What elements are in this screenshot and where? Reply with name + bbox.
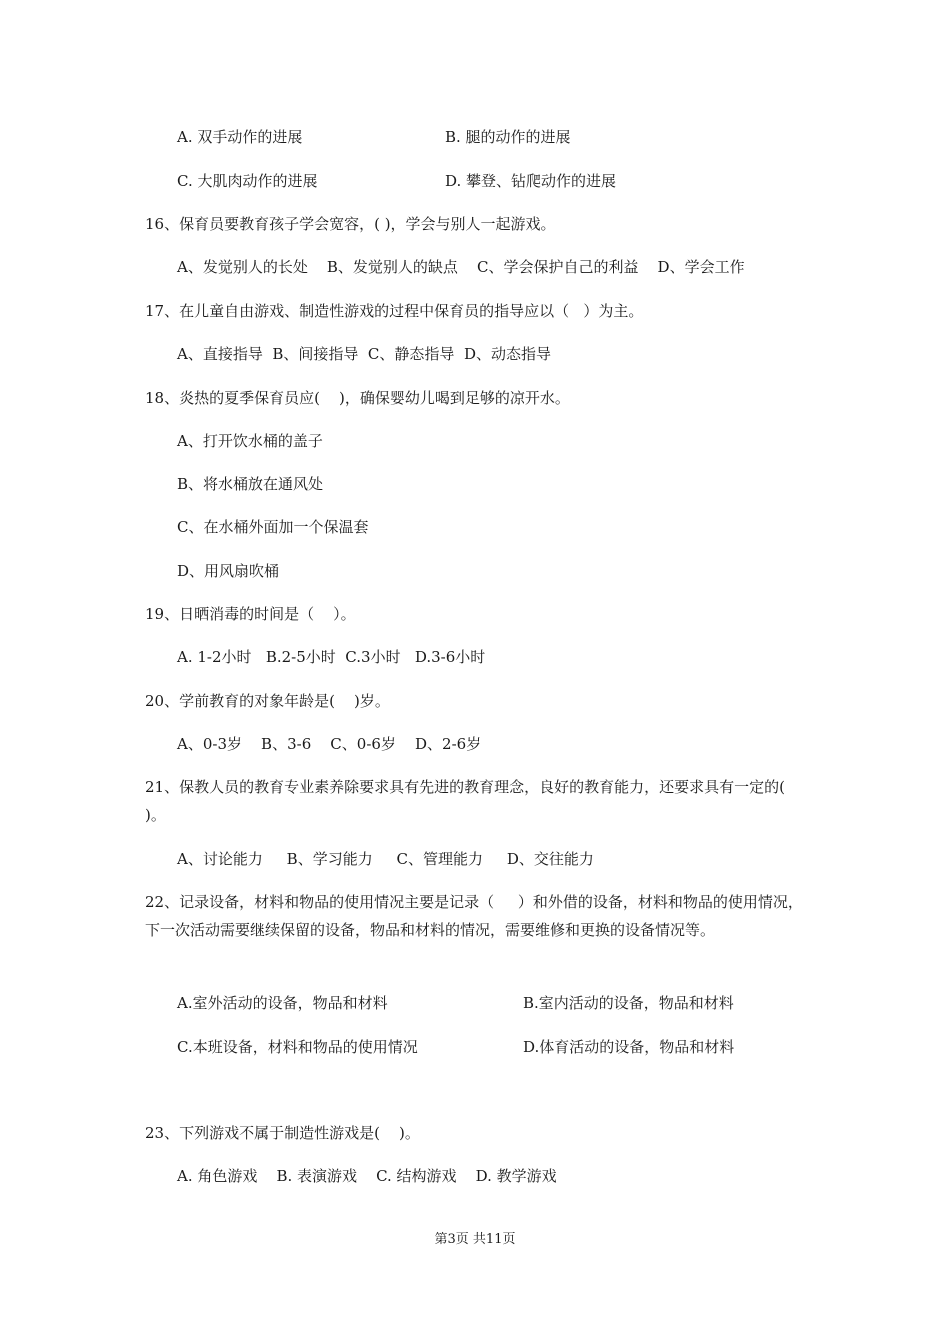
q18-option-b: B、将水桶放在通风处 [177, 475, 324, 493]
q18-option-d: D、用风扇吹桶 [177, 562, 280, 580]
question-23: 23、下列游戏不属于制造性游戏是( )。 [145, 1124, 420, 1142]
question-21: 21、保教人员的教育专业素养除要求具有先进的教育理念，良好的教育能力，还要求具有一定的( )。 [145, 778, 785, 824]
question-21-options: A、讨论能力 B、学习能力 C、管理能力 D、交往能力 [177, 850, 594, 868]
question-22: 22、记录设备，材料和物品的使用情况主要是记录（ ）和外借的设备，材料和物品的使用情况，下一次活动需要继续保留的设备，物品和材料的情况，需要维修和更换的设备情况等。 [145, 893, 803, 939]
question-19-options: A. 1-2小时 B.2-5小时 C.3小时 D.3-6小时 [177, 648, 486, 666]
q22-option-a: A.室外活动的设备，物品和材料 [177, 994, 388, 1012]
q22-option-b: B.室内活动的设备，物品和材料 [523, 994, 734, 1012]
question-16: 16、保育员要教育孩子学会宽容，( )，学会与别人一起游戏。 [145, 215, 556, 233]
q18-option-a: A、打开饮水桶的盖子 [177, 432, 323, 450]
question-16-options: A、发觉别人的长处 B、发觉别人的缺点 C、学会保护自己的利益 D、学会工作 [177, 258, 745, 276]
q15-option-d: D. 攀登、钻爬动作的进展 [445, 172, 617, 190]
q15-option-a: A. 双手动作的进展 [177, 128, 303, 146]
q15-option-c: C. 大肌肉动作的进展 [177, 172, 318, 190]
question-20: 20、学前教育的对象年龄是( )岁。 [145, 692, 390, 710]
question-19: 19、日晒消毒的时间是（ ）。 [145, 605, 356, 623]
q22-option-c: C.本班设备，材料和物品的使用情况 [177, 1038, 418, 1056]
question-18: 18、炎热的夏季保育员应( )，确保婴幼儿喝到足够的凉开水。 [145, 389, 570, 407]
q15-option-b: B. 腿的动作的进展 [445, 128, 571, 146]
page-footer: 第3页 共11页 [434, 1232, 516, 1247]
question-20-options: A、0-3岁 B、3-6 C、0-6岁 D、2-6岁 [177, 735, 482, 753]
question-17-options: A、直接指导 B、间接指导 C、静态指导 D、动态指导 [177, 345, 551, 363]
question-23-options: A. 角色游戏 B. 表演游戏 C. 结构游戏 D. 教学游戏 [177, 1167, 557, 1185]
q18-option-c: C、在水桶外面加一个保温套 [177, 518, 369, 536]
question-17: 17、在儿童自由游戏、制造性游戏的过程中保育员的指导应以（ ）为主。 [145, 302, 644, 320]
q22-option-d: D.体育活动的设备，物品和材料 [523, 1038, 735, 1056]
